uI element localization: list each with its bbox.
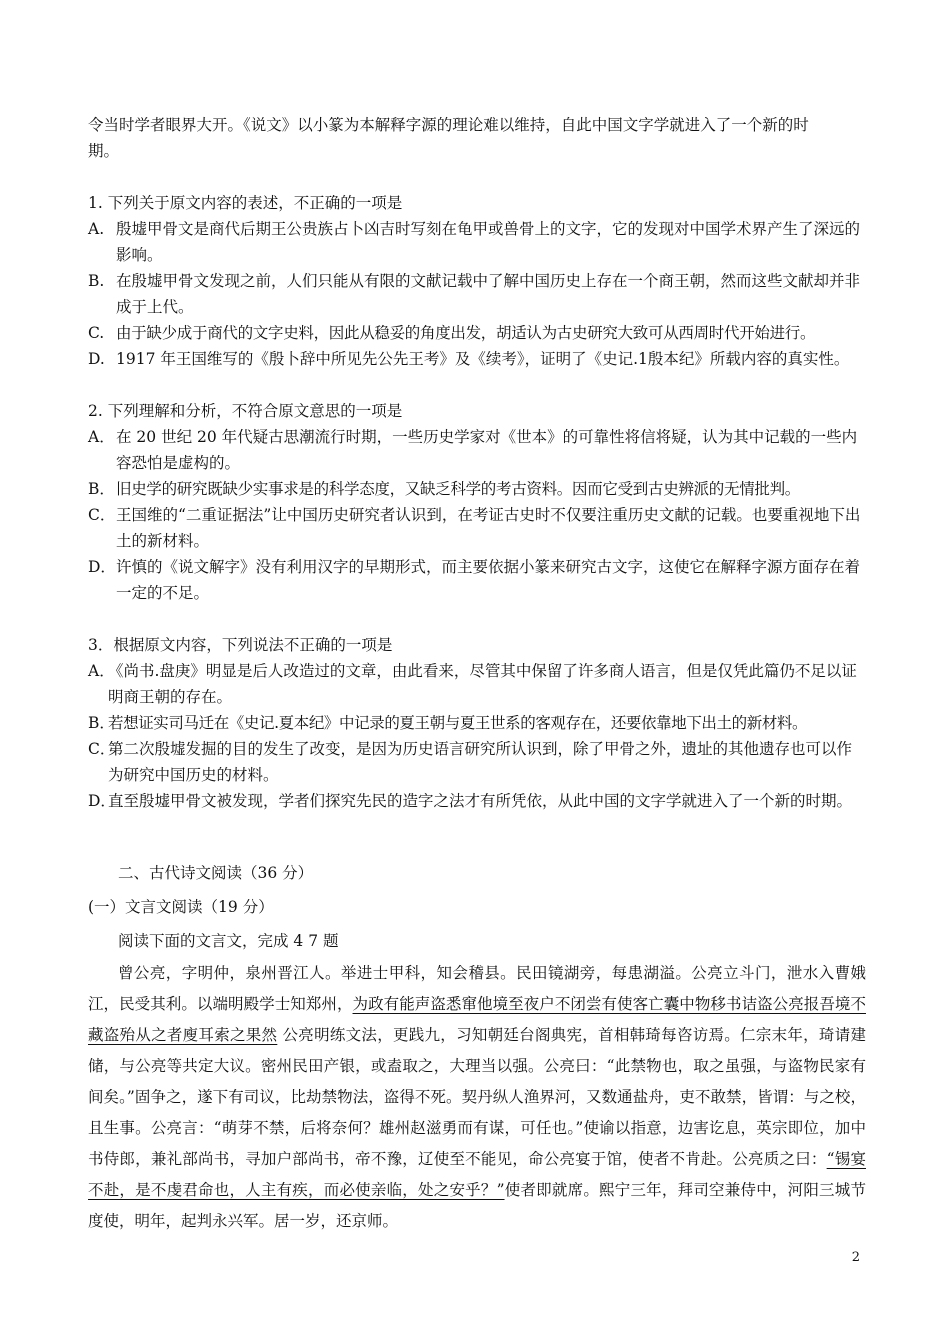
page-number: 2 bbox=[851, 1250, 860, 1265]
option-text: 旧史学的研究既缺少实事求是的科学态度，又缺乏科学的考古资料。因而它受到古史辨派的无情批判。 bbox=[116, 480, 801, 498]
option-label: C． bbox=[88, 740, 116, 758]
document-page bbox=[88, 112, 866, 1253]
option-text: 1917 年王国维写的《殷卜辞中所见先公先王考》及《续考》，证明了《史记.1殷本纪》所载内容的真实性。 bbox=[116, 350, 850, 368]
option-text: 直至殷墟甲骨文被发现，学者们探究先民的造字之法才有所凭依，从此中国的文字学就进入了一个新的时期。 bbox=[108, 792, 853, 810]
subsection-title: (一）文言文阅读（19 分） bbox=[88, 898, 274, 916]
question-3-option-d bbox=[88, 788, 866, 814]
question-2-option-d bbox=[88, 554, 866, 606]
option-label: B． bbox=[88, 714, 115, 732]
option-text: 殷墟甲骨文是商代后期王公贵族占卜凶吉时写刻在龟甲或兽骨上的文字，它的发现对中国学术界产生了深远的影响。 bbox=[116, 220, 861, 264]
option-label: A． bbox=[88, 662, 115, 680]
question-2-option-c bbox=[88, 502, 866, 554]
continued-text-line: 期。 bbox=[88, 142, 120, 160]
question-2-option-a bbox=[88, 424, 866, 476]
question-1-option-a bbox=[88, 216, 866, 268]
question-2-stem: 2. 下列理解和分析，不符合原文意思的一项是 bbox=[88, 402, 403, 420]
section-title: 二、古代诗文阅读（36 分） bbox=[118, 864, 314, 882]
option-label: B. bbox=[88, 272, 105, 290]
option-label: C． bbox=[88, 506, 116, 524]
continued-text-line: 令当时学者眼界大开。《说文》以小篆为本解释字源的理论难以维持，自此中国文字学就进入了一个新的时 bbox=[88, 116, 809, 134]
passage-text: 使者即就席。熙宁三年，拜司空兼侍中，河阳三城节度使，明年，起判永兴军。居一岁，还京师。 bbox=[88, 1181, 866, 1230]
classical-passage bbox=[88, 958, 866, 1237]
option-label: D． bbox=[88, 558, 116, 576]
option-label: B． bbox=[88, 480, 115, 498]
reading-instruction: 阅读下面的文言文，完成 4 7 题 bbox=[118, 932, 339, 950]
option-label: D. bbox=[88, 350, 105, 368]
passage-text: 曾公亮，字明仲，泉州晋江人。举进士甲科，知会稽县。民田镜湖旁，每患湖溢。公亮立斗门，泄水入曹娥江，民受其利。以端明殿学士知郑州， bbox=[88, 964, 866, 1013]
question-1-option-b bbox=[88, 268, 866, 320]
option-text: 《尚书.盘庚》明显是后人改造过的文章，由此看来，尽管其中保留了许多商人语言，但是仅凭此篇仍不足以证明商王朝的存在。 bbox=[108, 662, 857, 706]
option-text: 许慎的《说文解字》没有利用汉字的早期形式，而主要依据小篆来研究古文字，这使它在解释字源方面存在着一定的不足。 bbox=[116, 558, 861, 602]
question-1-stem: 1. 下列关于原文内容的表述，不正确的一项是 bbox=[88, 194, 403, 212]
underlined-passage-text: 为政有能声盗悉窜他境至夜户不闭尝有使客亡囊中物移书诘盗公亮报吾境不藏盗殆从之者廋耳索之果然 bbox=[88, 995, 866, 1044]
option-label: A. bbox=[88, 220, 105, 238]
option-text: 若想证实司马迁在《史记.夏本纪》中记录的夏王朝与夏王世系的客观存在，还要依靠地下出土的新材料。 bbox=[108, 714, 808, 732]
question-3-option-c bbox=[88, 736, 866, 788]
question-3-stem: 3．根据原文内容，下列说法不正确的一项是 bbox=[88, 636, 393, 654]
passage-text: 公亮明练文法，更践九，习知朝廷台阁典宪，首相韩琦每咨访焉。仁宗末年，琦请建储，与公亮等共定大议。密州民田产银，或盍取之，大理当以强。公亮曰：“此禁物也，取之虽强，与盗物民家有间矣。”固争之，遂下有司议，比劫禁物法，盗得不死。契丹纵人渔界河，又数通盐舟，吏不敢禁，皆谓：与之校，且生事。公亮言：“萌芽不禁，后将奈何？雄州赵滋勇而有谋，可任也。”使谕以指意，边害讫息，英宗即位，加中书侍郎，兼礼部尚书，寻加户部尚书，帝不豫，辽使至不能见，命公亮宴于馆，使者不肯赴。公亮质之曰： bbox=[88, 1026, 866, 1168]
option-text: 第二次殷墟发掘的目的发生了改变，是因为历史语言研究所认识到，除了甲骨之外，遗址的其他遗存也可以作为研究中国历史的材料。 bbox=[108, 740, 853, 784]
question-3-option-a bbox=[88, 658, 866, 710]
option-text: 由于缺少成于商代的文字史料，因此从稳妥的角度出发，胡适认为古史研究大致可从西周时代开始进行。 bbox=[116, 324, 816, 342]
option-label: D． bbox=[88, 792, 116, 810]
option-label: A． bbox=[88, 428, 115, 446]
question-1-option-d bbox=[88, 346, 866, 372]
option-text: 在殷墟甲骨文发现之前，人们只能从有限的文献记载中了解中国历史上存在一个商王朝，然而这些文献却并非成于上代。 bbox=[116, 272, 861, 316]
question-1-option-c bbox=[88, 320, 866, 346]
question-2-option-b bbox=[88, 476, 866, 502]
option-text: 在 20 世纪 20 年代疑古思潮流行时期，一些历史学家对《世本》的可靠性将信将疑，认为其中记载的一些内容恐怕是虚构的。 bbox=[116, 428, 858, 472]
option-label: C. bbox=[88, 324, 105, 342]
option-text: 王国维的“二重证据法”让中国历史研究者认识到，在考证古史时不仅要注重历史文献的记载。也要重视地下出土的新材料。 bbox=[116, 506, 861, 550]
question-3-option-b bbox=[88, 710, 866, 736]
underlined-passage-text: “锡宴不赴，是不虔君命也，人主有疾，而必使亲临，处之安乎？” bbox=[88, 1150, 866, 1199]
